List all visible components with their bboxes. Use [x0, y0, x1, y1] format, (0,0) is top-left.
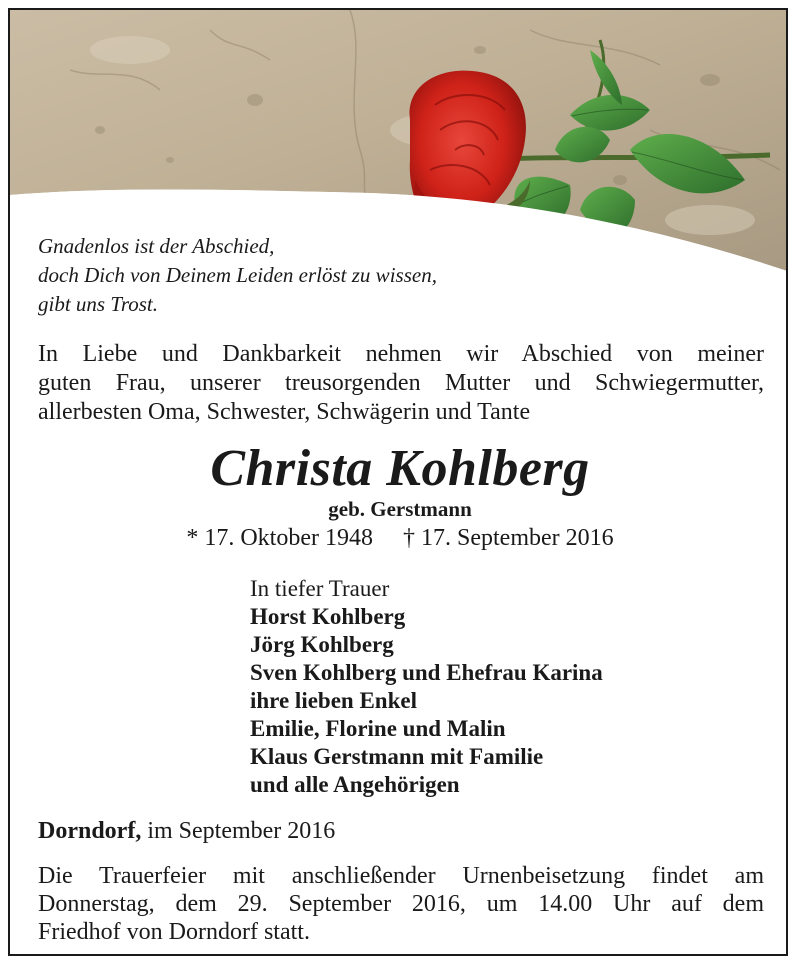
mourner-name: Klaus Gerstmann mit Familie: [250, 744, 544, 769]
service-info: [38, 862, 764, 946]
publication-date: im September 2016: [147, 818, 336, 844]
life-dates: [10, 523, 788, 553]
mourner-name: ihre lieben Enkel: [250, 688, 417, 713]
town: Dorndorf,: [38, 818, 142, 844]
mourner-name: und alle Angehörigen: [250, 772, 460, 797]
mourners-heading: In tiefer Trauer: [250, 576, 390, 601]
death-date: † 17. September 2016: [403, 525, 614, 551]
verse-line: gibt uns Trost.: [38, 292, 159, 316]
intro-text: [38, 340, 764, 427]
obituary-frame: [8, 8, 788, 956]
service-line: Donnerstag, dem 29. September 2016, um 14.00 Uhr auf dem: [38, 891, 764, 917]
verse: [38, 232, 437, 319]
verse-line: doch Dich von Deinem Leiden erlöst zu wissen,: [38, 263, 437, 287]
intro-line: allerbesten Oma, Schwester, Schwägerin und Tante: [38, 399, 531, 425]
mourner-name: Horst Kohlberg: [250, 604, 406, 629]
service-line: Friedhof von Dorndorf statt.: [38, 919, 310, 945]
service-line: Die Trauerfeier mit anschließender Urnenbeisetzung findet am: [38, 863, 764, 889]
intro-line: In Liebe und Dankbarkeit nehmen wir Abschied von meiner: [38, 341, 764, 367]
deceased-name: Christa Kohlberg: [210, 440, 590, 497]
mourner-name: Jörg Kohlberg: [250, 632, 394, 657]
mourner-name: Emilie, Florine und Malin: [250, 716, 506, 741]
place-and-date: [38, 816, 335, 846]
birth-date: * 17. Oktober 1948: [186, 525, 373, 551]
maiden-name: geb. Gerstmann: [328, 497, 472, 521]
mourner-name: Sven Kohlberg und Ehefrau Karina: [250, 660, 603, 685]
mourners-list: [250, 575, 603, 799]
verse-line: Gnadenlos ist der Abschied,: [38, 234, 275, 258]
intro-line: guten Frau, unserer treusorgenden Mutter und Schwiegermutter,: [38, 370, 764, 396]
